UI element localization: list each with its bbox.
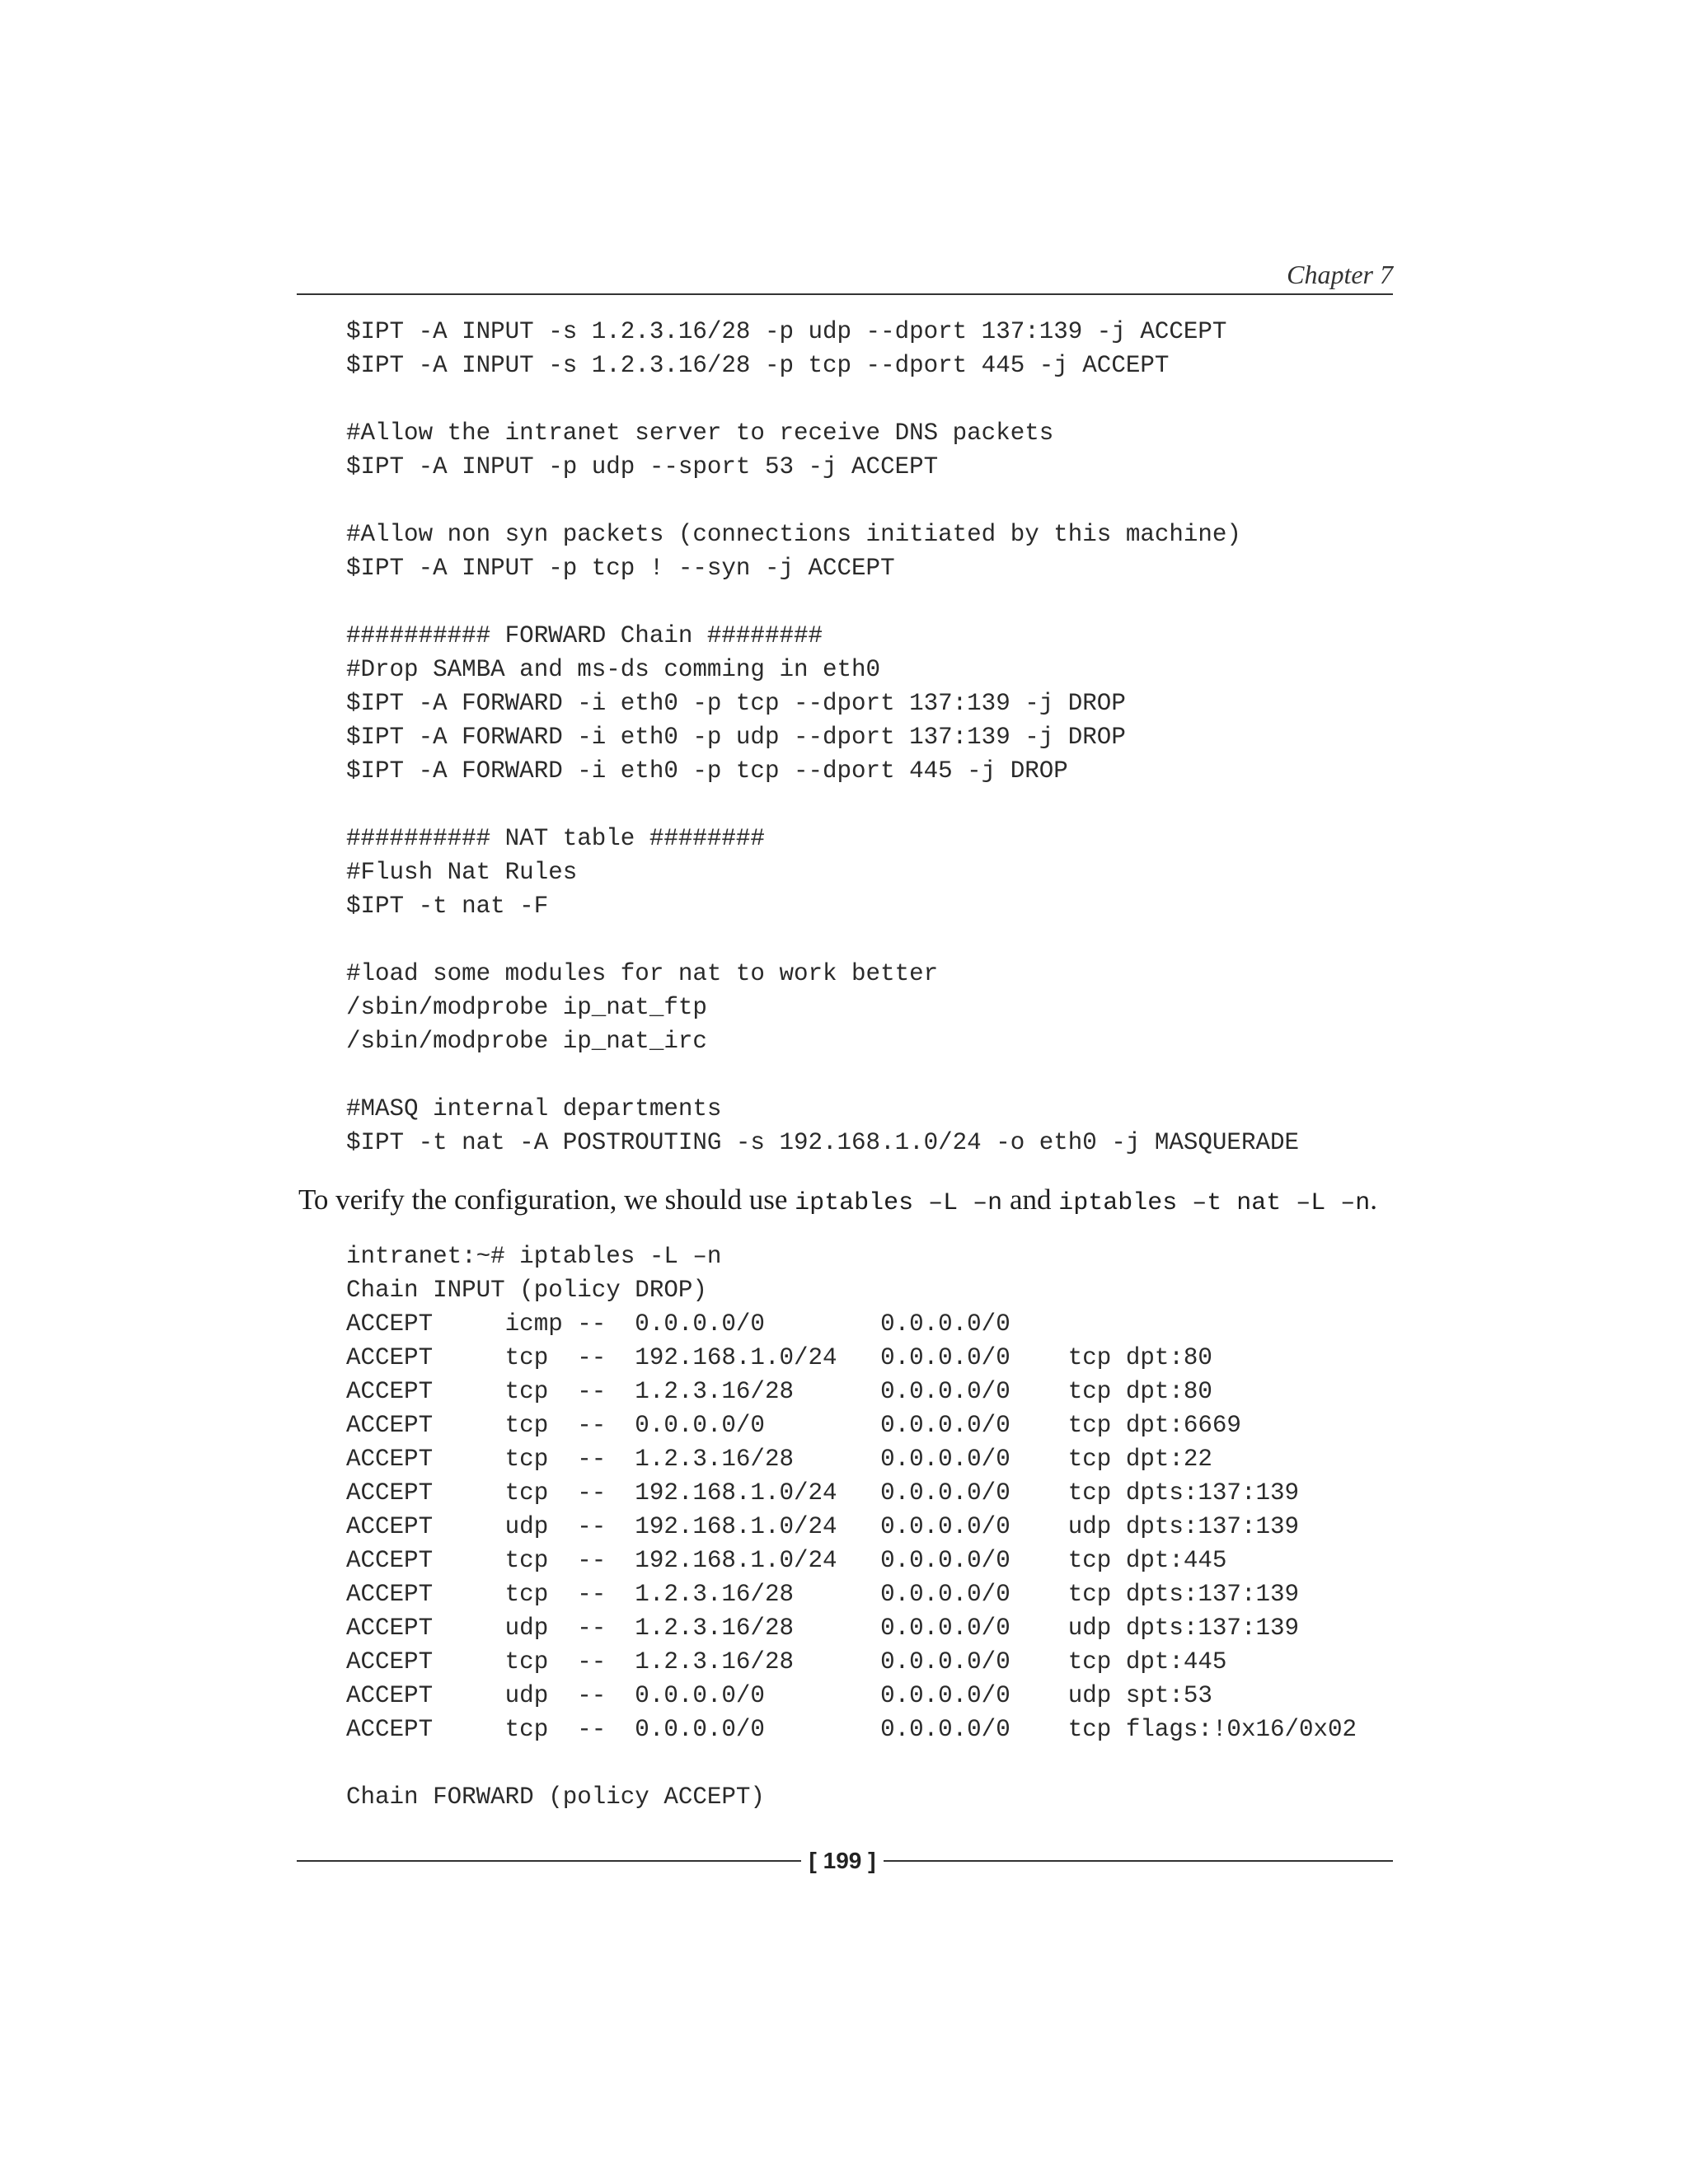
code-line [346,382,1299,416]
code-line: $IPT -t nat -A POSTROUTING -s 192.168.1.0/24 -o eth0 -j MASQUERADE [346,1129,1300,1156]
code-line: $IPT -t nat -F [346,893,549,920]
code-line: $IPT -A FORWARD -i eth0 -p tcp --dport 137:139 -j DROP [346,690,1126,717]
code-line: ACCEPT tcp -- 1.2.3.16/28 0.0.0.0/0 tcp dpt:80 [346,1378,1212,1405]
code-line: ACCEPT udp -- 192.168.1.0/24 0.0.0.0/0 udp dpts:137:139 [346,1513,1300,1540]
iptables-script-listing [346,315,1299,1160]
code-line: ACCEPT tcp -- 192.168.1.0/24 0.0.0.0/0 tcp dpt:445 [346,1547,1227,1574]
code-line: $IPT -A FORWARD -i eth0 -p tcp --dport 445 -j DROP [346,757,1068,785]
code-line: /sbin/modprobe ip_nat_irc [346,1028,707,1055]
code-line: Chain FORWARD (policy ACCEPT) [346,1783,765,1811]
code-line [346,484,1299,518]
paragraph-text: . [1370,1183,1378,1216]
code-line: #MASQ internal departments [346,1095,722,1122]
paragraph-text: To verify the configuration, we should use [298,1183,795,1216]
code-line [346,1058,1299,1092]
code-line [346,585,1299,619]
code-line: #Allow the intranet server to receive DNS packets [346,419,1054,447]
code-line: ACCEPT tcp -- 1.2.3.16/28 0.0.0.0/0 tcp dpt:22 [346,1446,1212,1473]
code-line: #Flush Nat Rules [346,859,578,886]
code-line: #Allow non syn packets (connections initiated by this machine) [346,521,1241,548]
code-line: ACCEPT tcp -- 0.0.0.0/0 0.0.0.0/0 tcp flags:!0x16/0x02 [346,1716,1357,1743]
iptables-output-listing [346,1240,1357,1814]
code-line: ACCEPT tcp -- 192.168.1.0/24 0.0.0.0/0 tcp dpt:80 [346,1344,1212,1371]
code-line: ACCEPT tcp -- 0.0.0.0/0 0.0.0.0/0 tcp dpt:6669 [346,1412,1241,1439]
code-line [346,923,1299,957]
inline-command: iptables –L –n [795,1189,1003,1217]
page-header [297,257,1393,295]
code-line: $IPT -A INPUT -p udp --sport 53 -j ACCEPT [346,453,939,480]
paragraph-text: and [1002,1183,1059,1216]
page-footer [297,1844,1393,1877]
footer-divider [297,1860,801,1862]
code-line: /sbin/modprobe ip_nat_ftp [346,994,707,1021]
code-line: ACCEPT tcp -- 1.2.3.16/28 0.0.0.0/0 tcp dpt:445 [346,1648,1227,1675]
code-line: $IPT -A INPUT -s 1.2.3.16/28 -p tcp --dport 445 -j ACCEPT [346,352,1170,379]
code-line [346,788,1299,822]
code-line: ACCEPT icmp -- 0.0.0.0/0 0.0.0.0/0 [346,1310,1010,1338]
code-line: ########## NAT table ######## [346,825,765,852]
code-line: ACCEPT tcp -- 192.168.1.0/24 0.0.0.0/0 tcp dpts:137:139 [346,1479,1300,1507]
code-line: $IPT -A INPUT -p tcp ! --syn -j ACCEPT [346,555,895,582]
code-line: ACCEPT udp -- 0.0.0.0/0 0.0.0.0/0 udp spt:53 [346,1682,1212,1709]
code-line: ACCEPT tcp -- 1.2.3.16/28 0.0.0.0/0 tcp dpts:137:139 [346,1581,1300,1608]
footer-divider [884,1860,1393,1862]
code-line: Chain INPUT (policy DROP) [346,1277,707,1304]
chapter-label: Chapter 7 [1287,260,1393,289]
page-number: [ 199 ] [809,1848,876,1873]
inline-command: iptables –t nat –L –n [1058,1189,1371,1217]
code-line: $IPT -A FORWARD -i eth0 -p udp --dport 137:139 -j DROP [346,724,1126,751]
code-line: ACCEPT udp -- 1.2.3.16/28 0.0.0.0/0 udp dpts:137:139 [346,1615,1300,1642]
code-line: $IPT -A INPUT -s 1.2.3.16/28 -p udp --dport 137:139 -j ACCEPT [346,318,1227,345]
code-line: #load some modules for nat to work better [346,960,939,987]
code-line: ########## FORWARD Chain ######## [346,622,823,649]
verify-paragraph [298,1182,1377,1221]
code-line: #Drop SAMBA and ms-ds comming in eth0 [346,656,881,683]
code-line [346,1746,1357,1780]
code-line: intranet:~# iptables -L –n [346,1243,722,1270]
